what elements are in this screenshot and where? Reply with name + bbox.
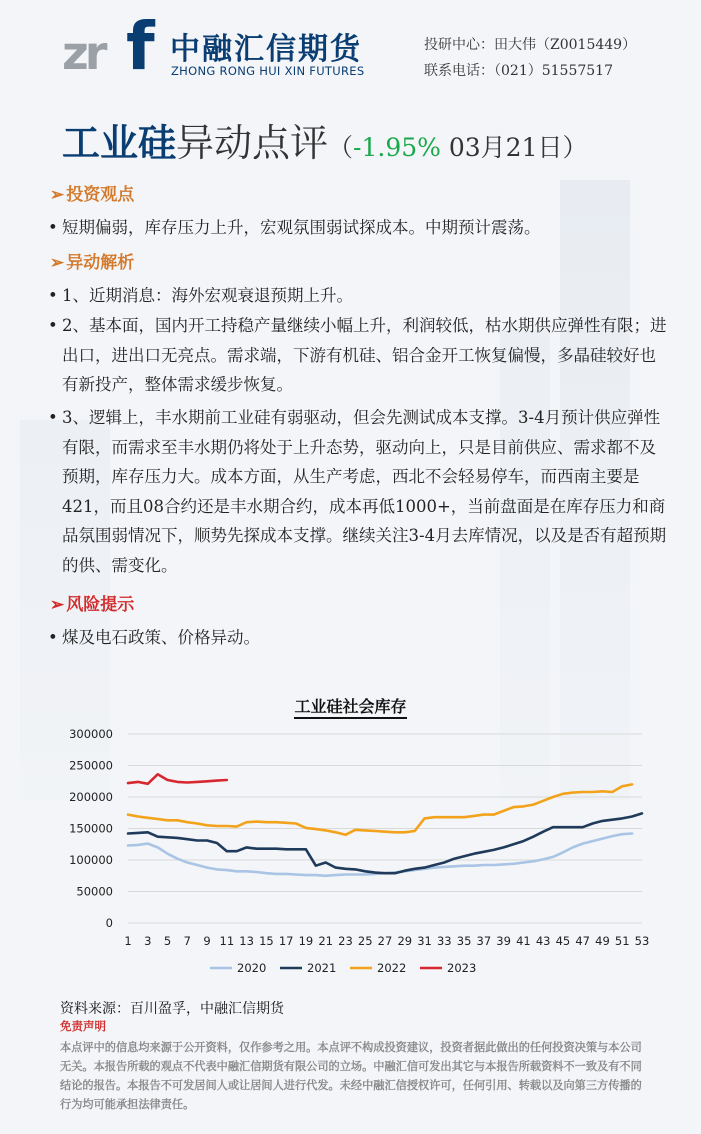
list-item: [48, 213, 668, 243]
list-item: [48, 311, 668, 400]
contact-phone: 联系电话：（021）51557517: [424, 63, 613, 79]
legend-label-2023: 2023: [447, 961, 477, 975]
x-tick-label: 19: [298, 934, 314, 948]
bullet-icon: •: [48, 408, 58, 427]
x-tick-label: 49: [595, 934, 610, 948]
x-tick-label: 27: [377, 934, 393, 948]
x-tick-label: 1: [124, 934, 132, 948]
x-tick-label: 37: [476, 934, 492, 948]
x-tick-label: 47: [575, 934, 591, 948]
x-tick-label: 9: [203, 934, 211, 948]
x-tick-label: 15: [259, 934, 274, 948]
x-tick-label: 11: [219, 934, 235, 948]
bullet-text: 2、基本面，国内开工持稳产量继续小幅上升，利润较低，枯水期供应弹性有限；进出口，进出口无亮点。需求端，下游有机硅、铝合金开工恢复偏慢，多晶硅较好也有新投产，整体需求缓步恢复。: [62, 316, 667, 394]
y-tick-label: 150000: [69, 821, 113, 836]
y-tick-label: 250000: [69, 758, 113, 773]
section-heading-text: 投资观点: [66, 185, 135, 205]
data-source: 资料来源：百川盈孚，中融汇信期货: [60, 1001, 284, 1017]
bullet-text: 短期偏弱，库存压力上升，宏观氛围弱试探成本。中期预计震荡。: [62, 218, 541, 237]
bullet-icon: •: [48, 286, 58, 305]
legend-label-2022: 2022: [377, 961, 407, 975]
series-line-2023: [128, 774, 227, 784]
series-line-2021: [128, 813, 642, 873]
x-tick-label: 33: [436, 934, 452, 948]
y-tick-label: 100000: [69, 853, 113, 867]
x-tick-label: 25: [357, 934, 373, 948]
bullet-text: 煤及电石政策、价格异动。: [62, 628, 260, 647]
x-tick-label: 31: [417, 934, 432, 948]
section-heading-view: [50, 180, 134, 205]
analyst-info: 投研中心：田大伟（Z0015449）: [424, 37, 637, 53]
x-tick-label: 35: [456, 934, 472, 948]
list-item: [48, 403, 668, 580]
x-tick-label: 13: [239, 934, 254, 948]
section-heading-risk: [50, 590, 134, 615]
inventory-chart: [0, 700, 701, 1000]
chart-title-text: 工业硅社会库存: [294, 697, 406, 719]
x-tick-label: 23: [338, 934, 353, 948]
title-change-pct: -1.95%: [353, 133, 441, 162]
arrow-icon: ➢: [50, 595, 65, 615]
x-tick-label: 5: [163, 934, 172, 948]
section-heading-text: 异动解析: [66, 253, 135, 273]
bullet-icon: •: [48, 316, 58, 335]
x-tick-label: 17: [278, 934, 294, 948]
list-item: [48, 281, 668, 311]
title-date: 03月21日）: [440, 133, 588, 162]
bullet-text: 1、近期消息：海外宏观衰退预期上升。: [62, 286, 353, 305]
title-type: 异动点评: [176, 121, 329, 165]
logo-zr-mark: zr: [62, 26, 104, 80]
x-tick-label: 45: [555, 934, 571, 948]
y-tick-label: 200000: [69, 790, 113, 804]
disclaimer-heading: 免责声明: [60, 1019, 106, 1033]
legend-label-2020: 2020: [237, 961, 267, 975]
x-tick-label: 7: [183, 934, 191, 948]
section-heading-text: 风险提示: [66, 595, 135, 615]
x-tick-label: 51: [614, 934, 630, 948]
x-tick-label: 3: [144, 934, 152, 948]
legend-label-2021: 2021: [307, 961, 337, 975]
x-tick-label: 53: [634, 934, 650, 948]
company-name-cn: 中融汇信期货: [170, 32, 362, 67]
arrow-icon: ➢: [50, 253, 65, 273]
y-tick-label: 300000: [69, 727, 113, 741]
bullet-text: 3、逻辑上，丰水期前工业硅有弱驱动，但会先测试成本支撑。3-4月预计供应弹性有限，而需求至丰水期仍将处于上升态势，驱动向上，只是目前供应、需求都不及预期，库存压力大。成本方面，从生产考虑，西北不会轻易停车，而西南主要是421，而且08合约还是丰水期合约，成本再低1000+，当前盘面是在库存压力和商品氛围弱情况下，顺势先探成本支撑。继续关注3-4月去库情况，以及是否有超预期的供、需变化。: [62, 408, 667, 575]
x-tick-label: 39: [496, 934, 511, 948]
logo-f-mark: f: [126, 8, 155, 85]
page-title: [62, 112, 588, 167]
y-tick-label: 50000: [76, 884, 113, 899]
x-tick-label: 21: [318, 934, 334, 948]
y-tick-label: 0: [105, 916, 113, 930]
title-paren-open: （: [328, 133, 354, 162]
title-product: 工业硅: [62, 120, 177, 165]
bullet-icon: •: [48, 628, 58, 647]
company-name-en: ZHONG RONG HUI XIN FUTURES: [171, 64, 365, 78]
x-tick-label: 43: [535, 934, 551, 948]
bullet-icon: •: [48, 218, 58, 237]
section-heading-analysis: [50, 248, 134, 273]
arrow-icon: ➢: [50, 185, 65, 205]
x-tick-label: 29: [397, 934, 413, 948]
disclaimer-text: 本点评中的信息均来源于公开资料，仅作参考之用。本点评不构成投资建议，投资者据此做出的任何投资决策与本公司无关。本报告所载的观点不代表中融汇信期货有限公司的立场。中融汇信可发出其它与本报告所载资料不一致及有不同结论的报告。本报告不可发居间人或让居间人进行代发。未经中融汇信授权许可，任何引用、转载以及向第三方传播的行为均可能承担法律责任。: [60, 1041, 642, 1111]
x-tick-label: 41: [516, 934, 531, 948]
list-item: [48, 623, 668, 653]
